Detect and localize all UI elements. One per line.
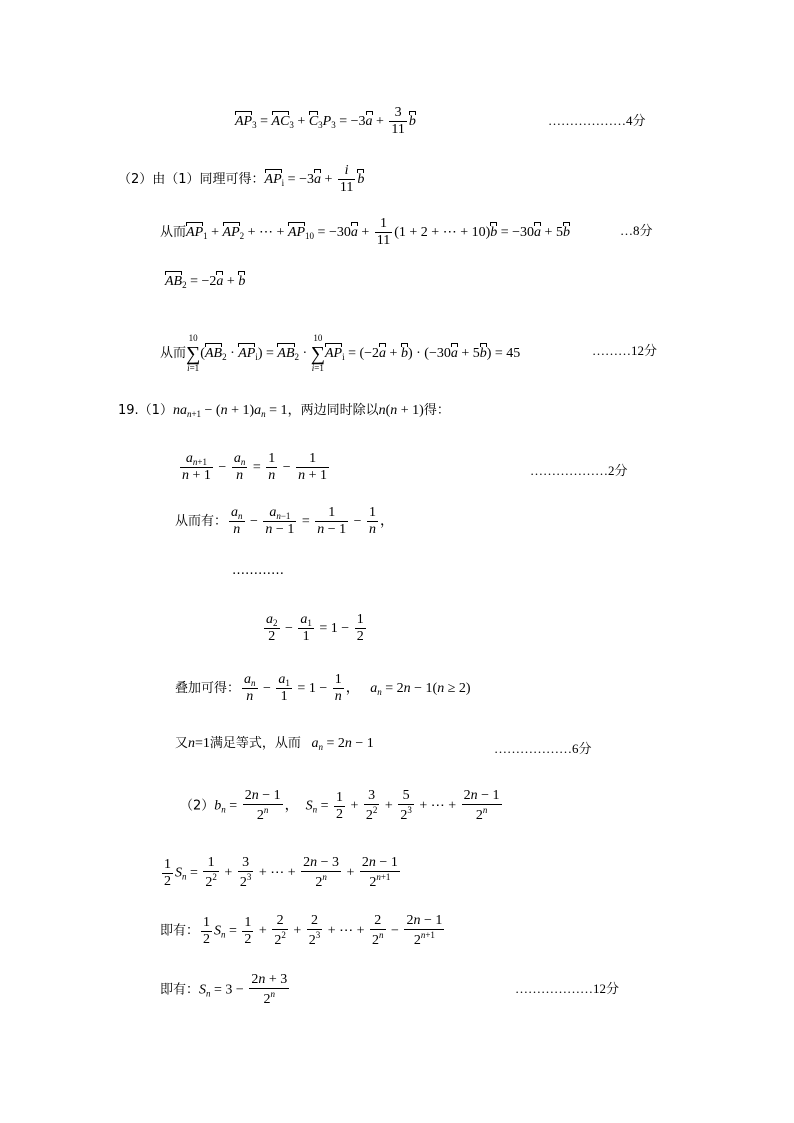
also-label: 又 xyxy=(175,736,189,751)
line-sum-ap: 从而$AP_1 + AP_2$ + ⋯ + $AP_{10} = -30a$ + $\frac{1}{11}$ (1 + 2 + ⋯ + 10)b = −30a + 5b xyxy=(160,216,570,249)
line-ab2: $AB_2 = -2a + b$ xyxy=(165,274,246,290)
line-dot-sum: 从而10 ∑ $i=1(AB_2 \cdot AP_i) = AB_2 \cdot 10$ ∑ $i=1AP_i = (-2a + b) \cdot (-30a + 5b) = 45$ xyxy=(160,333,521,373)
line-thus: 从而有： $\frac{a_n}{n}$ − $\frac{a_{n-1}}{n - 1}$ = $\frac{1}{n - 1}$ − $\frac{1}{n}$ ， xyxy=(175,505,395,538)
line-bn: $(2)b_n$ = $\frac{2n - 1}{2^n}$ ， $S_n$ = $\frac{1}{2}$ + $\frac{3}{2^2}$ + $\frac{5}{2^3}$ + ⋯ + $\frac{2n - 1}{2^n}$ xyxy=(180,788,500,824)
q19-text: ，两边同时除以 xyxy=(287,403,379,418)
q19-get: 得： xyxy=(423,403,450,418)
line-a2: $\frac{a_2}{2}$ − $\frac{a_1}{1}$ = 1 − $\frac{1}{2}$ xyxy=(266,612,364,645)
jiyou-label-1: 即有： xyxy=(160,923,200,939)
line-telescope: 叠加可得： $\frac{a_n}{n}$ − $\frac{a_1}{1}$ = 1 − $\frac{1}{n}$ ， $a_n = 2n - 1(n \ge 2)$ xyxy=(175,672,471,705)
line-dots: ………… xyxy=(232,563,284,578)
score-12b: ………………12分 xyxy=(515,981,620,996)
q19-label: 19.（1） xyxy=(118,403,173,418)
score-6: ………………6分 xyxy=(494,741,592,756)
line-part2: （2）由（1）同理可得：$AP_i = -3a$ + $\frac{i}{11}$ b xyxy=(118,163,365,196)
line-recur: $\frac{a_{n+1}}{n + 1}$ − $\frac{a_n}{n}$ = $\frac{1}{n}$ − $\frac{1}{n + 1}$ xyxy=(182,451,328,484)
score-8: …8分 xyxy=(620,223,653,238)
line-q19: $19.(1)na_{n+1} - (n + 1)a_n = 1$，两边同时除以n(n + 1)得： xyxy=(118,403,450,419)
line-jiyou-1: 即有： $\frac{1}{2}$ $S_n$ = $\frac{1}{2}$ + $\frac{2}{2^2}$ + $\frac{2}{2^3}$ + ⋯ + $\frac{2}{2^n}$ − $\frac{2n - 1}{2^{n+1}}$ xyxy=(160,913,443,949)
score-2: ………………2分 xyxy=(530,463,628,478)
line-ap3: $AP_3 = AC_3 + C_3P_3 = -3a$ + $\frac{3}{11}$ b xyxy=(235,105,416,138)
score-12a: ………12分 xyxy=(592,343,658,358)
line-half-sn: $\frac{1}{2}$ $S_n$ = $\frac{1}{2^2}$ + $\frac{3}{2^3}$ + ⋯ + $\frac{2n - 3}{2^n}$ + $\frac{2n - 1}{2^{n+1}}$ xyxy=(164,855,398,891)
jiyou-label-2: 即有： xyxy=(160,982,200,998)
score-4: ………………4分 xyxy=(548,113,646,128)
line-also: 又n=1满足等式，从而 $a_n = 2n - 1$ xyxy=(175,736,374,752)
part2-label: （2）由（1）同理可得： xyxy=(118,171,265,187)
line-jiyou-2: 即有：$S_n = 3$ − $\frac{2n + 3}{2^n}$ xyxy=(160,972,288,1008)
congr1-label: 从而 xyxy=(160,224,187,240)
sum-label: 叠加可得： xyxy=(175,680,241,696)
also-label-2: 满足等式，从而 xyxy=(209,736,301,751)
congr2-label: 从而 xyxy=(160,346,187,362)
part2b-label: （2） xyxy=(180,798,215,814)
congr3-label: 从而有： xyxy=(175,513,228,529)
